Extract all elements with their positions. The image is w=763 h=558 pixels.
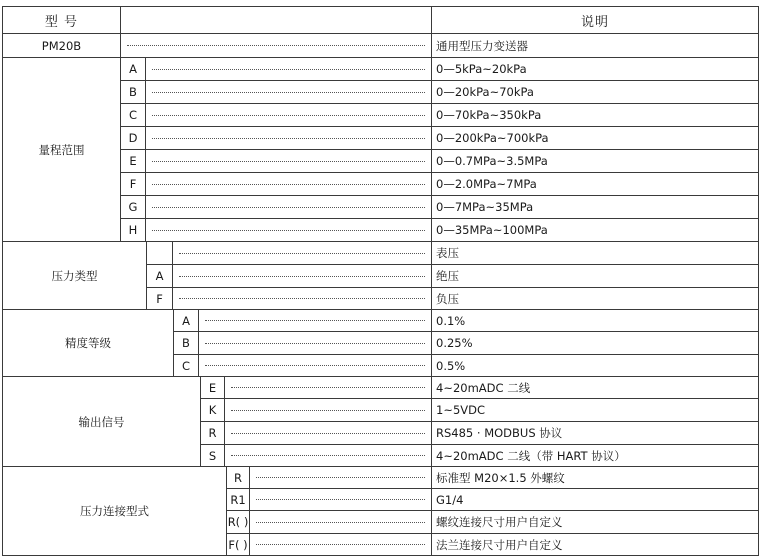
option-code-cell: R xyxy=(226,466,250,489)
dotted-leader xyxy=(145,126,432,150)
dotted-leader xyxy=(145,218,432,242)
dotted-leader xyxy=(145,103,432,127)
dotted-leader xyxy=(145,149,432,173)
option-code-cell: E xyxy=(120,149,146,173)
option-desc-cell: 4~20mADC 二线 xyxy=(431,376,759,399)
option-desc-cell: 1~5VDC xyxy=(431,398,759,422)
header-desc-cell: 说明 xyxy=(431,6,759,34)
dotted-leader xyxy=(172,241,432,265)
option-code-cell: B xyxy=(173,331,199,355)
dotted-leader xyxy=(249,510,432,534)
option-code-cell: C xyxy=(173,354,199,377)
option-desc-cell: 0—70kPa~350kPa xyxy=(431,103,759,127)
dotted-leader xyxy=(224,376,432,399)
group-label-output-signal: 输出信号 xyxy=(2,376,201,467)
model-code-cell: PM20B xyxy=(2,33,121,58)
option-code-cell: F( ) xyxy=(226,533,250,556)
option-desc-cell: 负压 xyxy=(431,287,759,310)
dotted-leader xyxy=(224,398,432,422)
option-code-cell: H xyxy=(120,218,146,242)
dotted-leader xyxy=(172,287,432,310)
option-desc-cell: 0—200kPa~700kPa xyxy=(431,126,759,150)
dotted-leader xyxy=(198,309,432,332)
dotted-leader xyxy=(249,466,432,489)
dotted-leader xyxy=(224,444,432,467)
dotted-leader xyxy=(145,80,432,104)
option-desc-cell: 0—2.0MPa~7MPa xyxy=(431,172,759,196)
option-code-cell: F xyxy=(146,287,173,310)
dotted-leader xyxy=(249,533,432,556)
option-desc-cell: 0—7MPa~35MPa xyxy=(431,195,759,219)
option-code-cell: K xyxy=(200,398,225,422)
option-code-cell: S xyxy=(200,444,225,467)
group-label-range: 量程范围 xyxy=(2,57,121,242)
option-desc-cell: 0.25% xyxy=(431,331,759,355)
option-desc-cell: 0.1% xyxy=(431,309,759,332)
option-code-cell: A xyxy=(173,309,199,332)
option-code-cell: R( ) xyxy=(226,510,250,534)
option-desc-cell: 表压 xyxy=(431,241,759,265)
option-desc-cell: 0—35MPa~100MPa xyxy=(431,218,759,242)
option-code-cell: E xyxy=(200,376,225,399)
dotted-leader xyxy=(198,354,432,377)
option-desc-cell: 4~20mADC 二线（带 HART 协议） xyxy=(431,444,759,467)
dotted-leader xyxy=(145,172,432,196)
option-code-cell xyxy=(146,241,173,265)
option-code-cell: A xyxy=(120,57,146,81)
option-code-cell: R xyxy=(200,421,225,445)
option-code-cell: D xyxy=(120,126,146,150)
dotted-leader xyxy=(145,57,432,81)
option-code-cell: B xyxy=(120,80,146,104)
option-code-cell: C xyxy=(120,103,146,127)
group-label-accuracy: 精度等级 xyxy=(2,309,174,377)
option-code-cell: R1 xyxy=(226,488,250,511)
option-desc-cell: 绝压 xyxy=(431,264,759,288)
header-blank-cell xyxy=(120,6,432,34)
option-desc-cell: G1/4 xyxy=(431,488,759,511)
option-desc-cell: 0—0.7MPa~3.5MPa xyxy=(431,149,759,173)
group-label-pressure-type: 压力类型 xyxy=(2,241,147,310)
dotted-leader xyxy=(249,488,432,511)
model-desc-cell: 通用型压力变送器 xyxy=(431,33,759,58)
option-desc-cell: 螺纹连接尺寸用户自定义 xyxy=(431,510,759,534)
option-code-cell: A xyxy=(146,264,173,288)
dotted-leader xyxy=(172,264,432,288)
header-model-cell: 型 号 xyxy=(2,6,121,34)
option-desc-cell: 0—5kPa~20kPa xyxy=(431,57,759,81)
dotted-leader xyxy=(198,331,432,355)
dotted-leader xyxy=(145,195,432,219)
option-desc-cell: 0.5% xyxy=(431,354,759,377)
option-code-cell: F xyxy=(120,172,146,196)
option-desc-cell: 法兰连接尺寸用户自定义 xyxy=(431,533,759,556)
dotted-leader xyxy=(224,421,432,445)
option-desc-cell: RS485 · MODBUS 协议 xyxy=(431,421,759,445)
option-desc-cell: 标准型 M20×1.5 外螺纹 xyxy=(431,466,759,489)
dotted-leader xyxy=(120,33,432,58)
option-desc-cell: 0—20kPa~70kPa xyxy=(431,80,759,104)
option-code-cell: G xyxy=(120,195,146,219)
group-label-connection: 压力连接型式 xyxy=(2,466,227,556)
